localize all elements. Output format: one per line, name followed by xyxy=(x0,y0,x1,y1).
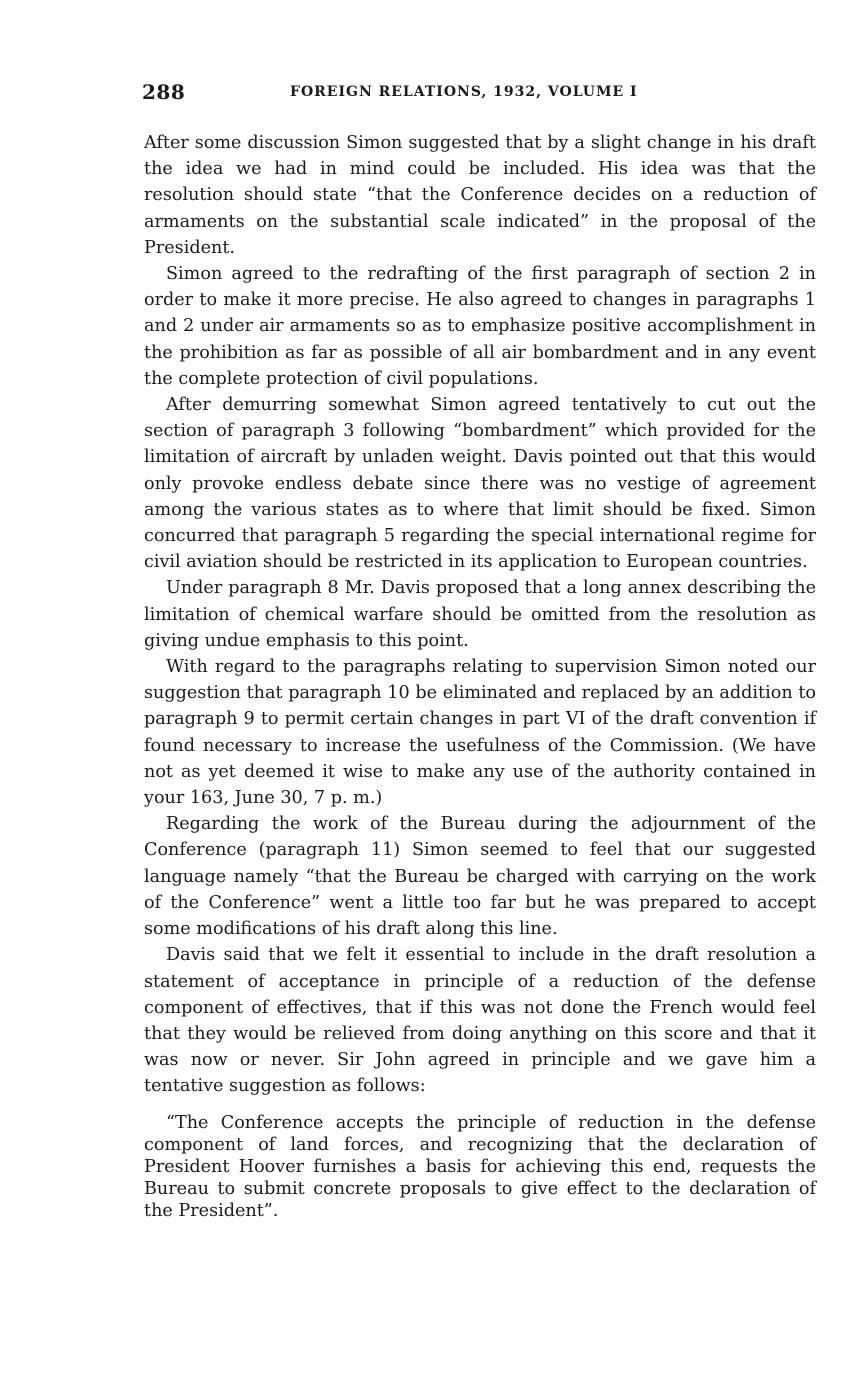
page-header xyxy=(144,80,816,110)
paragraph-5: With regard to the paragraphs relating to supervision Simon noted our suggestion that paragraph 10 be eliminated and replaced by an addition to paragraph 9 to permit certain changes in part VI of the draft convention if found necessary to increase the usefulness of the Commission. (We have not as yet deemed it wise to make any use of the authority contained in your 163, June 30, 7 p. m.) xyxy=(144,657,816,809)
paragraph-3: After demurring somewhat Simon agreed tentatively to cut out the section of paragraph 3 following “bombardment” which provided for the limitation of aircraft by unladen weight. Davis pointed out that this would only provoke endless debate since there was no vestige of agreement among the various states as to where that limit should be fixed. Simon concurred that paragraph 5 regarding the special international regime for civil aviation should be restricted in its application to European countries. xyxy=(144,395,816,573)
paragraph-7: Davis said that we felt it essential to include in the draft resolution a statement of acceptance in principle of a reduction of the defense component of effectives, that if this was not done the French would feel that they would be relieved from doing anything on this score and that it was now or never. Sir John agreed in principle and we gave him a tentative suggestion as follows: xyxy=(144,945,816,1097)
paragraph-2: Simon agreed to the redrafting of the first paragraph of section 2 in order to make it more precise. He also agreed to changes in paragraphs 1 and 2 under air armaments so as to emphasize positive accomplishment in the prohibition as far as possible of all air bombardment and in any event the complete protection of civil populations. xyxy=(144,264,816,389)
paragraph-6: Regarding the work of the Bureau during the adjournment of the Conference (paragraph 11) Simon seemed to feel that our suggested language namely “that the Bureau be charged with carrying on the work of the Conference” went a little too far but he was prepared to accept some modifications of his draft along this line. xyxy=(144,814,816,940)
page-number: 288 xyxy=(142,80,186,104)
running-title: FOREIGN RELATIONS, 1932, VOLUME I xyxy=(290,84,638,100)
document-page xyxy=(144,80,816,1222)
quoted-resolution: “The Conference accepts the principle of reduction in the defense component of land forces, and recognizing that the declaration of President Hoover furnishes a basis for achieving this end, requests the Bureau to submit concrete proposals to give effect to the declaration of the President”. xyxy=(144,1112,816,1221)
paragraph-4: Under paragraph 8 Mr. Davis proposed that a long annex describing the limitation of chemical warfare should be omitted from the resolution as giving undue emphasis to this point. xyxy=(144,578,816,651)
paragraph-1: After some discussion Simon suggested that by a slight change in his draft the idea we had in mind could be included. His idea was that the resolution should state “that the Conference decides on a reduction of armaments on the substantial scale indicated” in the proposal of the President. xyxy=(144,133,816,258)
